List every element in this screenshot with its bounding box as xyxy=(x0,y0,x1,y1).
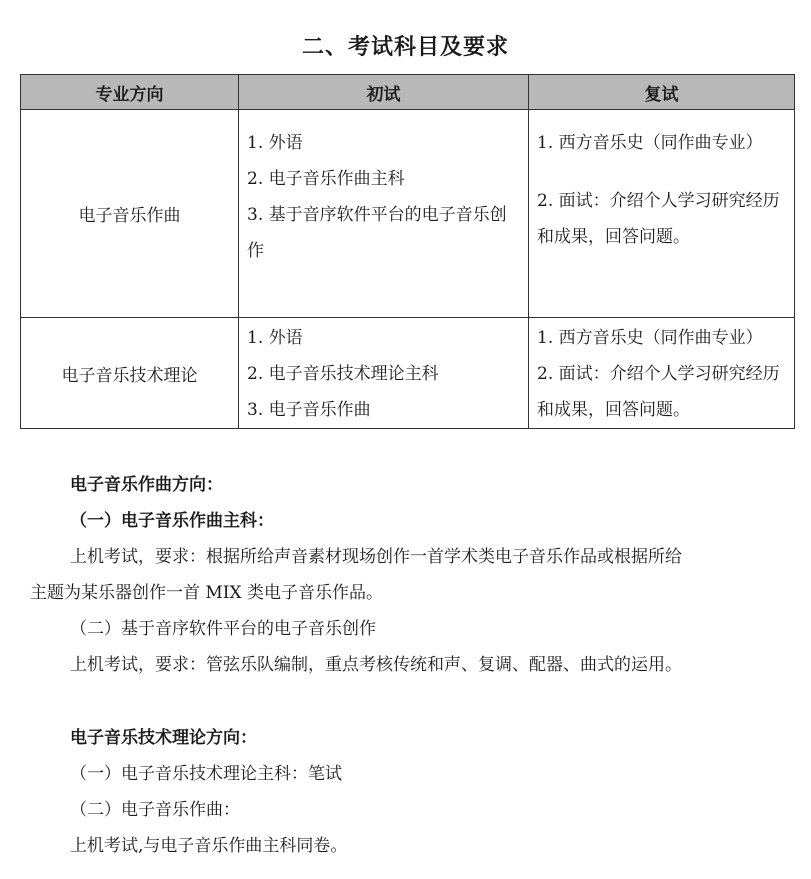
retest-item: 1. 西方音乐史（同作曲专业） xyxy=(537,133,763,153)
composition-sub1-text-b: 主题为某乐器创作一首 MIX 类电子音乐作品。 xyxy=(30,583,384,603)
composition-sub1-heading: （一）电子音乐作曲主科： xyxy=(70,511,274,531)
section-title: 二、考试科目及要求 xyxy=(301,35,509,60)
table-row xyxy=(21,110,795,318)
theory-heading: 电子音乐技术理论方向： xyxy=(70,728,257,748)
composition-sub1-text-a: 上机考试，要求：根据所给声音素材现场创作一首学术类电子音乐作品或根据所给 xyxy=(70,547,682,567)
initial-item: 1. 外语 xyxy=(247,328,303,348)
exam-subjects-table xyxy=(20,74,795,429)
retest-item: 2. 面试：介绍个人学习研究经历和成果，回答问题。 xyxy=(537,191,780,247)
initial-item: 3. 基于音序软件平台的电子音乐创作 xyxy=(247,205,507,261)
header-direction: 专业方向 xyxy=(21,75,239,110)
composition-sub2-heading: （二）基于音序软件平台的电子音乐创作 xyxy=(70,619,376,639)
retest-item: 2. 面试：介绍个人学习研究经历和成果，回答问题。 xyxy=(537,364,780,420)
composition-sub2-text: 上机考试，要求：管弦乐队编制，重点考核传统和声、复调、配器、曲式的运用。 xyxy=(70,655,682,675)
retest-cell xyxy=(529,110,795,318)
table-row xyxy=(21,318,795,429)
initial-item: 2. 电子音乐技术理论主科 xyxy=(247,364,439,384)
retest-item: 1. 西方音乐史（同作曲专业） xyxy=(537,328,763,348)
initial-cell xyxy=(239,110,529,318)
theory-sub1: （一）电子音乐技术理论主科：笔试 xyxy=(70,764,342,784)
composition-heading: 电子音乐作曲方向： xyxy=(70,475,223,495)
initial-item: 2. 电子音乐作曲主科 xyxy=(247,169,405,189)
header-retest: 复试 xyxy=(529,75,795,110)
theory-sub2: （二）电子音乐作曲： xyxy=(70,800,240,820)
initial-cell xyxy=(239,318,529,429)
direction-cell: 电子音乐技术理论 xyxy=(21,318,239,429)
table-header-row xyxy=(21,75,795,110)
theory-sub2-text: 上机考试,与电子音乐作曲主科同卷。 xyxy=(70,836,348,856)
retest-cell xyxy=(529,318,795,429)
initial-item: 1. 外语 xyxy=(247,133,303,153)
header-initial: 初试 xyxy=(239,75,529,110)
initial-item: 3. 电子音乐作曲 xyxy=(247,400,371,420)
direction-cell: 电子音乐作曲 xyxy=(21,110,239,318)
